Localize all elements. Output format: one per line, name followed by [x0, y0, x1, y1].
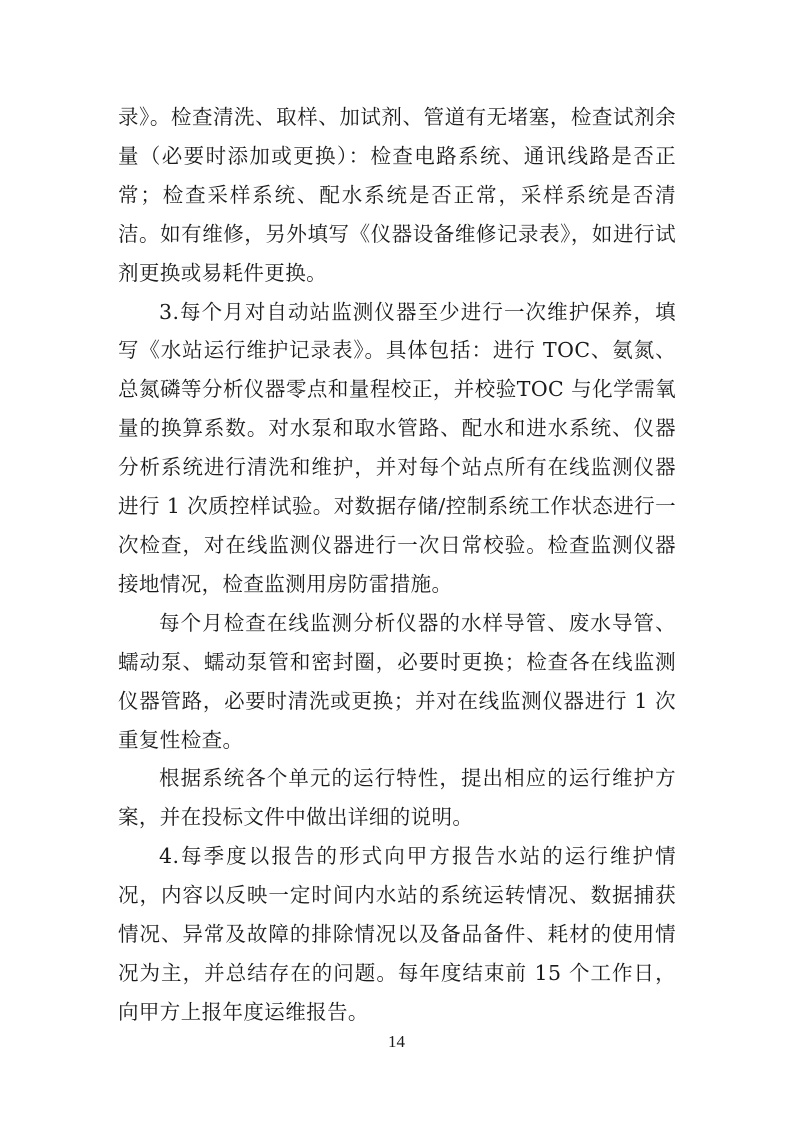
page-number: 14 [388, 1032, 405, 1051]
paragraph-item-3: 3.每个月对自动站监测仪器至少进行一次维护保养，填写《水站运行维护记录表》。具体包括：进行 TOC、氨氮、总氮磷等分析仪器零点和量程校正，并校验TOC 与化学需氧量的换算系数。对水泵和取水管路、配水和进水系统、仪器分析系统进行清洗和维护，并对每个站点所有在线监测仪器进行 1 次质控样试验。对数据存储/控制系统工作状态进行一次检查，对在线监测仪器进行一次日常校验。检查监测仪器接地情况，检查监测用房防雷措施。 [118, 299, 676, 596]
paragraph-item-4: 4.每季度以报告的形式向甲方报告水站的运行维护情况，内容以反映一定时间内水站的系统运转情况、数据捕获情况、异常及故障的排除情况以及备品备件、耗材的使用情况为主，并总结存在的问题。每年度结束前 15 个工作日，向甲方上报年度运维报告。 [118, 844, 676, 1024]
paragraph-monthly-check: 每个月检查在线监测分析仪器的水样导管、废水导管、蠕动泵、蠕动泵管和密封圈，必要时更换；检查各在线监测仪器管路，必要时清洗或更换；并对在线监测仪器进行 1 次重复性检查。 [118, 610, 676, 752]
paragraph-continuation: 录》。检查清洗、取样、加试剂、管道有无堵塞，检查试剂余量（必要时添加或更换）：检查电路系统、通讯线路是否正常；检查采样系统、配水系统是否正常，采样系统是否清洁。如有维修，另外填写《仪器设备维修记录表》，如进行试剂更换或易耗件更换。 [118, 105, 676, 285]
paragraph-maintenance-plan: 根据系统各个单元的运行特性，提出相应的运行维护方案，并在投标文件中做出详细的说明。 [118, 766, 676, 830]
body-text [118, 98, 676, 1032]
